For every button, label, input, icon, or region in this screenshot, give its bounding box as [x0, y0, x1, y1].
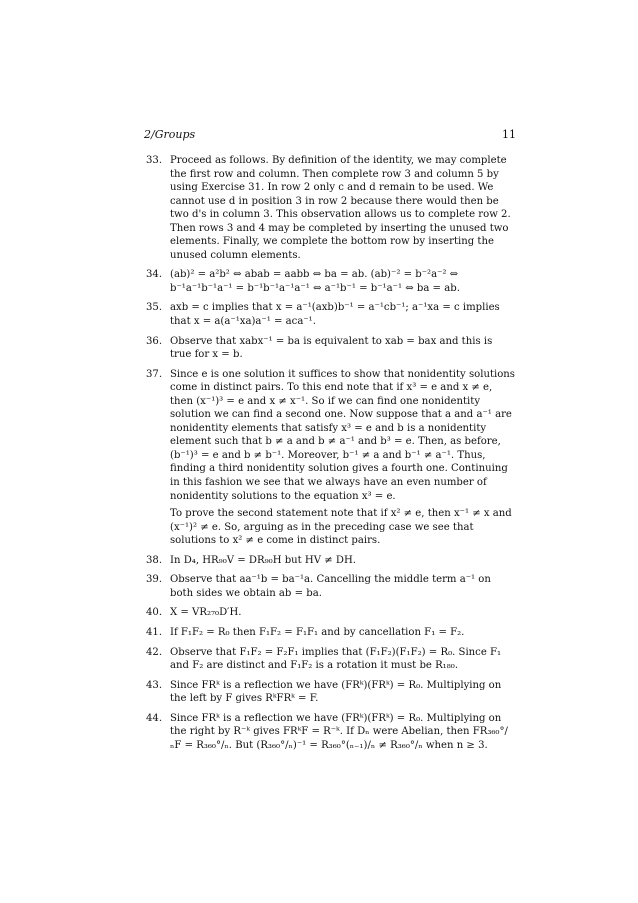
exercise-paragraph: Proceed as follows. By definition of the identity, we may complete the first row and column. Then complete row 3 and column 5 by using Exercise 31. In row 2 only c and d remain to be used. We cannot use d in position 3 in row 2 because there would then be two d's in column 3. This observation allows us to complete row 2. Then rows 3 and 4 may be completed by inserting the unused two elements. Finally, we complete the bottom row by inserting the unused column elements.: [170, 155, 511, 261]
exercise-33: [146, 154, 516, 262]
page-number: 11: [502, 128, 516, 141]
exercise-paragraph: Observe that aa⁻¹b = ba⁻¹a. Cancelling the middle term a⁻¹ on both sides we obtain ab = ba.: [170, 574, 491, 599]
exercise-number: 43.: [146, 679, 163, 691]
exercise-43: [146, 679, 516, 706]
exercise-paragraph: Observe that F₁F₂ = F₂F₁ implies that (F₁F₂)(F₁F₂) = R₀. Since F₁ and F₂ are distinct and F₁F₂ is a rotation it must be R₁₈₀.: [170, 646, 502, 672]
exercise-41: [146, 626, 516, 640]
exercise-body: [170, 712, 516, 753]
exercise-body: [170, 154, 516, 262]
exercise-paragraph: In D₄, HR₉₀V = DR₉₀H but HV ≠ DH.: [170, 554, 357, 566]
running-head-chapter: 2/Groups: [144, 128, 196, 141]
exercise-body: [170, 301, 516, 328]
exercise-paragraph: Observe that xabx⁻¹ = ba is equivalent to xab = bax and this is true for x = b.: [170, 335, 493, 361]
exercise-39: [146, 573, 516, 600]
exercise-37: [146, 368, 516, 548]
exercise-34: [146, 268, 516, 295]
exercise-40: [146, 606, 516, 620]
exercise-body: [170, 573, 516, 600]
exercise-paragraph: (ab)² = a²b² ⇔ abab = aabb ⇔ ba = ab. (ab)⁻² = b⁻²a⁻² ⇔ b⁻¹a⁻¹b⁻¹a⁻¹ = b⁻¹b⁻¹a⁻¹a⁻¹ ⇔ a⁻¹b⁻¹ = b⁻¹a⁻¹ ⇔ ba = ab.: [170, 269, 460, 294]
exercise-number: 36.: [146, 335, 163, 347]
exercise-body: [170, 268, 516, 295]
exercise-35: [146, 301, 516, 328]
exercise-36: [146, 335, 516, 362]
exercise-list: [146, 154, 516, 758]
exercise-number: 37.: [146, 368, 163, 380]
exercise-body: [170, 626, 516, 640]
exercise-number: 38.: [146, 554, 163, 566]
exercise-body: [170, 679, 516, 706]
exercise-body: [170, 646, 516, 673]
exercise-42: [146, 646, 516, 673]
exercise-number: 44.: [146, 712, 163, 724]
exercise-body: [170, 335, 516, 362]
exercise-44: [146, 712, 516, 753]
exercise-number: 40.: [146, 607, 163, 619]
page-header: [144, 128, 516, 142]
exercise-number: 34.: [146, 269, 163, 281]
exercise-paragraph: axb = c implies that x = a⁻¹(axb)b⁻¹ = a⁻¹cb⁻¹; a⁻¹xa = c implies that x = a(a⁻¹xa)a⁻¹ = aca⁻¹.: [170, 302, 500, 328]
exercise-paragraph: To prove the second statement note that if x² ≠ e, then x⁻¹ ≠ x and (x⁻¹)² ≠ e. So, arguing as in the preceding case we see that solutions to x² ≠ e come in distinct pairs.: [170, 508, 512, 547]
exercise-number: 33.: [146, 155, 163, 166]
exercise-body: [170, 368, 516, 548]
exercise-body: [170, 606, 516, 620]
exercise-paragraph: Since e is one solution it suffices to show that nonidentity solutions come in distinct pairs. To this end note that if x³ = e and x ≠ e, then (x⁻¹)³ = e and x ≠ x⁻¹. So if we can find one nonidentity solution we can find a second one. Now suppose that a and a⁻¹ are nonidentity elements that satisfy x³ = e and b is a nonidentity element such that b ≠ a and b ≠ a⁻¹ and b³ = e. Then, as before, (b⁻¹)³ = e and b ≠ b⁻¹. Moreover, b⁻¹ ≠ a and b⁻¹ ≠ a⁻¹. Thus, finding a third nonidentity solution gives a fourth one. Continuing in this fashion we see that we always have an even number of nonidentity solutions to the equation x³ = e.: [170, 368, 515, 502]
exercise-number: 42.: [146, 646, 163, 658]
exercise-number: 39.: [146, 574, 163, 586]
exercise-number: 41.: [146, 626, 163, 638]
exercise-38: [146, 554, 516, 568]
exercise-paragraph: Since FRᵏ is a reflection we have (FRᵏ)(FRᵏ) = R₀. Multiplying on the right by R⁻ᵏ gives FRᵏF = R⁻ᵏ. If Dₙ were Abelian, then FR₃₆₀°/ₙF = R₃₆₀°/ₙ. But (R₃₆₀°/ₙ)⁻¹ = R₃₆₀°(ₙ₋₁)/ₙ ≠ R₃₆₀°/ₙ when n ≥ 3.: [170, 712, 508, 751]
exercise-paragraph: If F₁F₂ = R₀ then F₁F₂ = F₁F₁ and by cancellation F₁ = F₂.: [170, 626, 465, 638]
exercise-number: 35.: [146, 302, 163, 314]
exercise-body: [170, 554, 516, 568]
exercise-paragraph: X = VR₂₇₀D′H.: [170, 607, 242, 619]
exercise-paragraph: Since FRᵏ is a reflection we have (FRᵏ)(FRᵏ) = R₀. Multiplying on the left by F gives RᵏFRᵏ = F.: [170, 679, 502, 705]
